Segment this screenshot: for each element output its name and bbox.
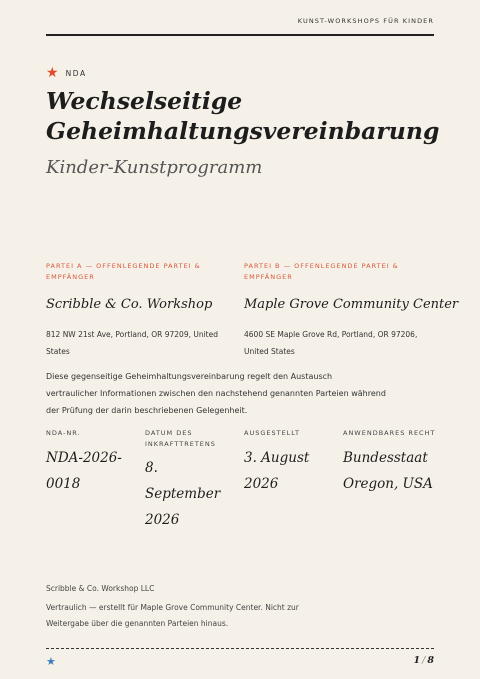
meta-label: DATUM DES INKRAFTTRETENS: [145, 429, 216, 448]
meta-label: NDA-NR.: [46, 429, 81, 437]
meta-value: 8. September 2026: [145, 460, 221, 528]
party-b-address: 4600 SE Maple Grove Rd, Portland, OR 97206, United States: [244, 330, 418, 356]
meta-value: NDA-2026-0018: [46, 450, 122, 492]
meta-effective-date: [145, 428, 235, 533]
issuer-name: Scribble & Co. Workshop LLC: [46, 584, 155, 593]
document-title: Wechselseitige Geheimhaltungsvereinbarung: [46, 87, 440, 145]
star-icon: ★: [46, 655, 56, 668]
meta-governing-law: [343, 428, 443, 497]
confidentiality-note: Vertraulich — erstellt für Maple Grove Community Center. Nicht zur Weitergabe über die genannten Parteien hinaus.: [46, 603, 299, 628]
party-a-name: Scribble & Co. Workshop: [46, 297, 213, 312]
party-b-label: PARTEI B — OFFENLEGENDE PARTEI & EMPFÄNGER: [244, 262, 399, 281]
meta-value: 3. August 2026: [244, 450, 310, 492]
page-total: 8: [427, 655, 434, 666]
party-a: [46, 261, 231, 360]
party-a-address: 812 NW 21st Ave, Portland, OR 97209, United States: [46, 330, 218, 356]
header-divider: [46, 34, 434, 36]
intro-paragraph: Diese gegenseitige Geheimhaltungsvereinbarung regelt den Austausch vertraulicher Informationen zwischen den nachstehend genannten Parteien während der Prüfung der darin beschriebenen Gelegenheit.: [46, 372, 386, 415]
meta-issued: [244, 428, 339, 497]
party-a-label: PARTEI A — OFFENLEGENDE PARTEI & EMPFÄNGER: [46, 262, 201, 281]
footer-divider: [46, 648, 434, 649]
meta-nda-number: [46, 428, 136, 497]
document-tag-label: NDA: [65, 68, 87, 78]
party-b-name: Maple Grove Community Center: [244, 297, 459, 312]
document-tag: [46, 66, 87, 80]
header-label: KUNST-WORKSHOPS FÜR KINDER: [297, 17, 434, 25]
star-icon: ★: [46, 65, 59, 81]
meta-label: AUSGESTELLT: [244, 429, 300, 437]
meta-value: Bundesstaat Oregon, USA: [343, 450, 433, 492]
page-indicator: [414, 655, 434, 666]
page-separator: /: [422, 655, 426, 666]
party-b: [244, 261, 459, 360]
document-subtitle: Kinder-Kunstprogramm: [46, 157, 263, 178]
page-current: 1: [413, 655, 421, 666]
meta-label: ANWENDBARES RECHT: [343, 429, 436, 437]
